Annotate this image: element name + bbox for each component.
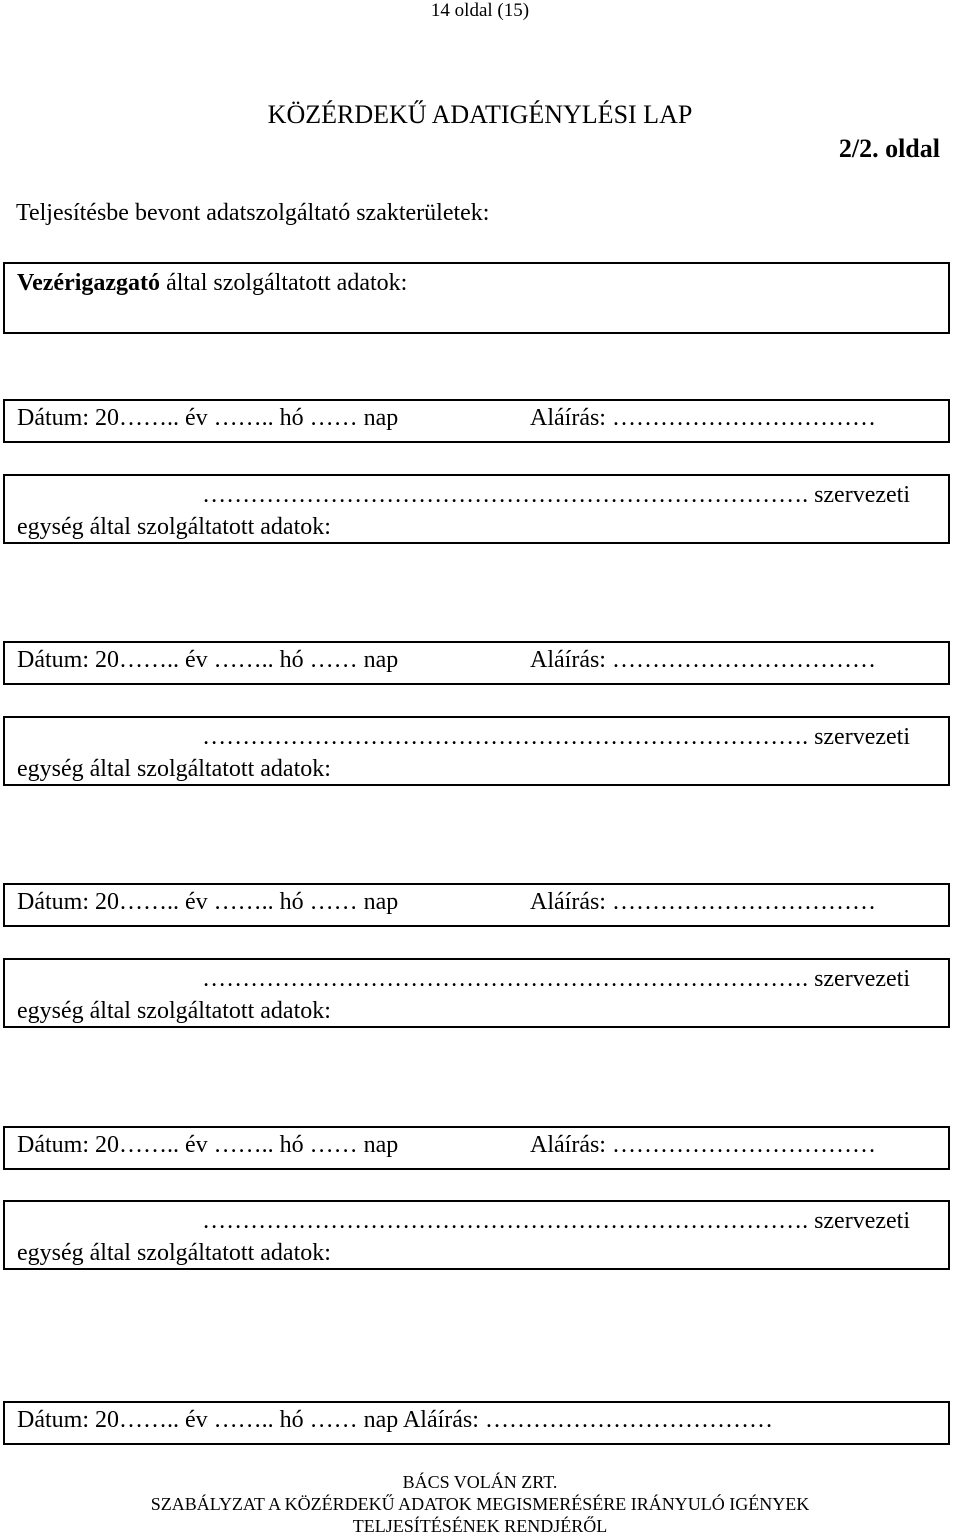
date-field: Dátum: 20…….. év …….. hó …… nap	[17, 647, 399, 673]
unit-name-line: …………………………………………………………………. szervezeti	[202, 482, 910, 508]
ceo-data-box[interactable]	[3, 262, 950, 334]
date-signature-field: Dátum: 20…….. év …….. hó …… nap Aláírás: ………………………………	[17, 1407, 773, 1433]
footer-document-title: SZABÁLYZAT A KÖZÉRDEKŰ ADATOK MEGISMERÉSÉRE IRÁNYULÓ IGÉNYEK	[150, 1494, 810, 1514]
date-field: Dátum: 20…….. év …….. hó …… nap	[17, 1132, 399, 1158]
form-title: KÖZÉRDEKŰ ADATIGÉNYLÉSI LAP	[267, 100, 693, 129]
unit-name-line: …………………………………………………………………. szervezeti	[202, 1208, 910, 1234]
signature-field: Aláírás: ……………………………	[530, 1132, 876, 1158]
unit-data-box[interactable]	[3, 474, 950, 544]
ceo-title: Vezérigazgató	[17, 270, 161, 296]
page-of-indicator: 2/2. oldal	[838, 134, 940, 163]
unit-data-label: egység által szolgáltatott adatok:	[17, 756, 331, 782]
unit-data-box[interactable]	[3, 1200, 950, 1270]
unit-data-label: egység által szolgáltatott adatok:	[17, 1240, 331, 1266]
page-footer	[0, 1471, 960, 1537]
signature-field: Aláírás: ……………………………	[530, 405, 876, 431]
date-signature-row[interactable]	[3, 399, 950, 443]
unit-data-box[interactable]	[3, 716, 950, 786]
signature-field: Aláírás: ……………………………	[530, 889, 876, 915]
intro-text: Teljesítésbe bevont adatszolgáltató szakterületek:	[16, 200, 490, 226]
unit-name-line: …………………………………………………………………. szervezeti	[202, 966, 910, 992]
unit-data-label: egység által szolgáltatott adatok:	[17, 998, 331, 1024]
unit-name-line: …………………………………………………………………. szervezeti	[202, 724, 910, 750]
footer-company: BÁCS VOLÁN ZRT.	[402, 1472, 558, 1492]
unit-data-label: egység által szolgáltatott adatok:	[17, 514, 331, 540]
page-number: 14 oldal (15)	[430, 0, 530, 21]
date-signature-row[interactable]	[3, 641, 950, 685]
date-signature-row[interactable]	[3, 1401, 950, 1445]
date-field: Dátum: 20…….. év …….. hó …… nap	[17, 889, 399, 915]
date-signature-row[interactable]	[3, 883, 950, 927]
ceo-label-rest: által szolgáltatott adatok:	[160, 270, 408, 296]
unit-data-box[interactable]	[3, 958, 950, 1028]
ceo-data-label	[17, 270, 407, 297]
signature-field: Aláírás: ……………………………	[530, 647, 876, 673]
date-field: Dátum: 20…….. év …….. hó …… nap	[17, 405, 399, 431]
date-signature-row[interactable]	[3, 1126, 950, 1170]
footer-document-subtitle: TELJESÍTÉSÉNEK RENDJÉRŐL	[352, 1516, 608, 1536]
